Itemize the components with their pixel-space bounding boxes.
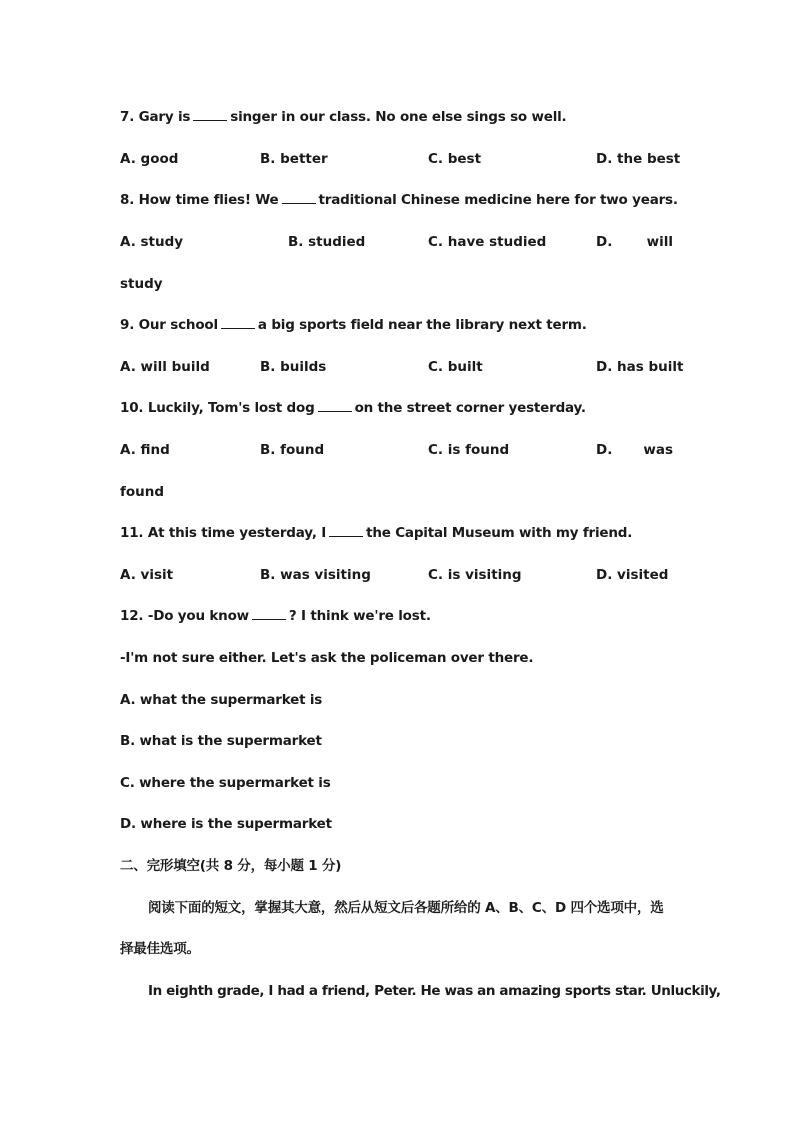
section-instruction: 阅读下面的短文，掌握其大意，然后从短文后各题所给的 A、B、C、D 四个选项中，选 (148, 900, 664, 916)
question-text: ? I think we're lost. (288, 608, 431, 624)
option-d (596, 441, 673, 459)
section-heading: 二、完形填空(共 8 分，每小题 1 分) (120, 858, 342, 874)
option-a: A. what the supermarket is (120, 692, 323, 708)
option-a: A. will build (120, 359, 210, 375)
option-a: A. study (120, 234, 184, 250)
option-c: C. is visiting (428, 567, 522, 583)
option-b: B. was visiting (260, 567, 371, 583)
option-b: B. better (260, 151, 328, 167)
option-c: C. is found (428, 442, 510, 458)
passage-text: In eighth grade, I had a friend, Peter. He was an amazing sports star. Unluckily, (148, 983, 721, 999)
option-c: C. best (428, 151, 482, 167)
option-d-text: was (643, 442, 673, 458)
question-text: traditional Chinese medicine here for two years. (318, 192, 678, 208)
option-b: B. builds (260, 359, 327, 375)
answer-blank (252, 607, 286, 620)
option-d: D. visited (596, 567, 669, 583)
answer-blank (329, 524, 363, 537)
dialogue-reply: -I'm not sure either. Let's ask the policeman over there. (120, 650, 534, 666)
option-c: C. where the supermarket is (120, 775, 331, 791)
option-d-letter: D. (596, 442, 613, 458)
question-10 (120, 399, 586, 417)
answer-blank (221, 316, 255, 329)
option-b: B. studied (288, 234, 366, 250)
question-text: 11. At this time yesterday, I (120, 525, 327, 541)
option-d: D. the best (596, 151, 681, 167)
answer-blank (318, 399, 352, 412)
option-b: B. found (260, 442, 325, 458)
answer-blank (193, 108, 227, 121)
question-text: singer in our class. No one else sings so well. (230, 109, 567, 125)
answer-blank (282, 191, 316, 204)
option-d: D. where is the supermarket (120, 816, 332, 832)
option-d-wrap: found (120, 484, 165, 500)
question-12 (120, 607, 431, 625)
option-b: B. what is the supermarket (120, 733, 322, 749)
option-a: A. find (120, 442, 170, 458)
option-d-wrap: study (120, 276, 163, 292)
question-text: 8. How time flies! We (120, 192, 279, 208)
option-d-letter: D. (596, 234, 613, 250)
question-9 (120, 316, 587, 334)
option-d-text: will (646, 234, 673, 250)
question-7 (120, 108, 567, 126)
question-text: the Capital Museum with my friend. (366, 525, 633, 541)
question-text: 7. Gary is (120, 109, 191, 125)
option-a: A. good (120, 151, 179, 167)
question-text: 10. Luckily, Tom's lost dog (120, 400, 315, 416)
question-text: 9. Our school (120, 317, 218, 333)
question-8 (120, 191, 678, 209)
question-text: a big sports field near the library next term. (257, 317, 587, 333)
option-c: C. built (428, 359, 483, 375)
option-d: D. has built (596, 359, 684, 375)
option-a: A. visit (120, 567, 174, 583)
option-d (596, 233, 673, 251)
question-11 (120, 524, 632, 542)
question-text: on the street corner yesterday. (354, 400, 586, 416)
section-instruction-wrap: 择最佳选项。 (120, 941, 200, 957)
question-text: 12. -Do you know (120, 608, 249, 624)
option-c: C. have studied (428, 234, 547, 250)
